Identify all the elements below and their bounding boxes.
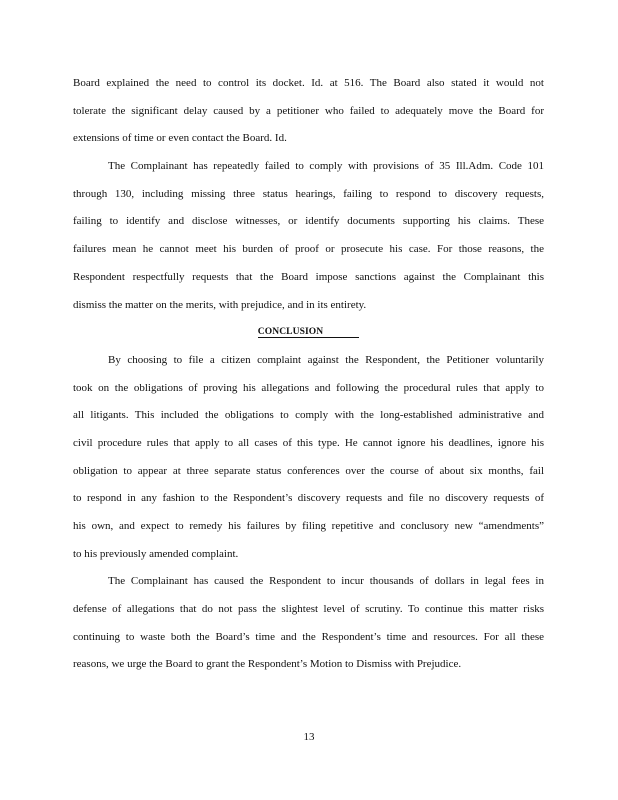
text-line-6: failing to identify and disclose witnesses, or identify documents supporting his claims. These: [73, 215, 544, 228]
text-line-7: failures mean he cannot meet his burden of proof or prosecute his case. For those reasons, the: [73, 243, 544, 256]
text-line-17: his own, and expect to remedy his failures by filing repetitive and conclusory new “amendments”: [73, 520, 544, 532]
page-number: 13: [303, 731, 315, 743]
text-line-16: to respond in any fashion to the Respondent’s discovery requests and file no discovery requests of: [73, 492, 544, 505]
body-text: [73, 70, 544, 679]
text-line-20: defense of allegations that do not pass the slightest level of scrutiny. To continue this matter risks: [73, 603, 544, 616]
text-line-3: extensions of time or even contact the Board. Id.: [73, 132, 287, 145]
text-line-9: dismiss the matter on the merits, with prejudice, and in its entirety.: [73, 298, 367, 311]
text-line-22: reasons, we urge the Board to grant the Respondent’s Motion to Dismiss with Prejudice.: [73, 658, 462, 671]
section-heading: [73, 319, 544, 347]
text-line-21: continuing to waste both the Board’s time and the Respondent’s time and resources. For all these: [73, 630, 544, 643]
text-line-2: tolerate the significant delay caused by a petitioner who failed to adequately move the Board for: [73, 104, 544, 117]
text-line-5: through 130, including missing three status hearings, failing to respond to discovery requests,: [73, 187, 544, 200]
text-line-14: civil procedure rules that apply to all cases of this type. He cannot ignore his deadlines, ignore his: [73, 436, 544, 449]
text-line-12: took on the obligations of proving his allegations and following the procedural rules that apply to: [73, 381, 544, 394]
text-line-4: The Complainant has repeatedly failed to comply with provisions of 35 Ill.Adm. Code 101: [108, 160, 544, 173]
text-line-11: By choosing to file a citizen complaint against the Respondent, the Petitioner voluntarily: [108, 353, 544, 366]
text-line-8: Respondent respectfully requests that the Board impose sanctions against the Complainant this: [73, 270, 544, 283]
section-heading-text: CONCLUSION: [258, 327, 359, 338]
text-line-13: all litigants. This included the obligations to comply with the long-established administrative and: [73, 409, 544, 422]
text-line-15: obligation to appear at three separate status conferences over the course of about six months, fail: [73, 464, 544, 477]
text-line-19: The Complainant has caused the Respondent to incur thousands of dollars in legal fees in: [108, 575, 544, 588]
text-line-1: Board explained the need to control its docket. Id. at 516. The Board also stated it would not: [73, 77, 544, 89]
text-line-18: to his previously amended complaint.: [73, 547, 239, 560]
